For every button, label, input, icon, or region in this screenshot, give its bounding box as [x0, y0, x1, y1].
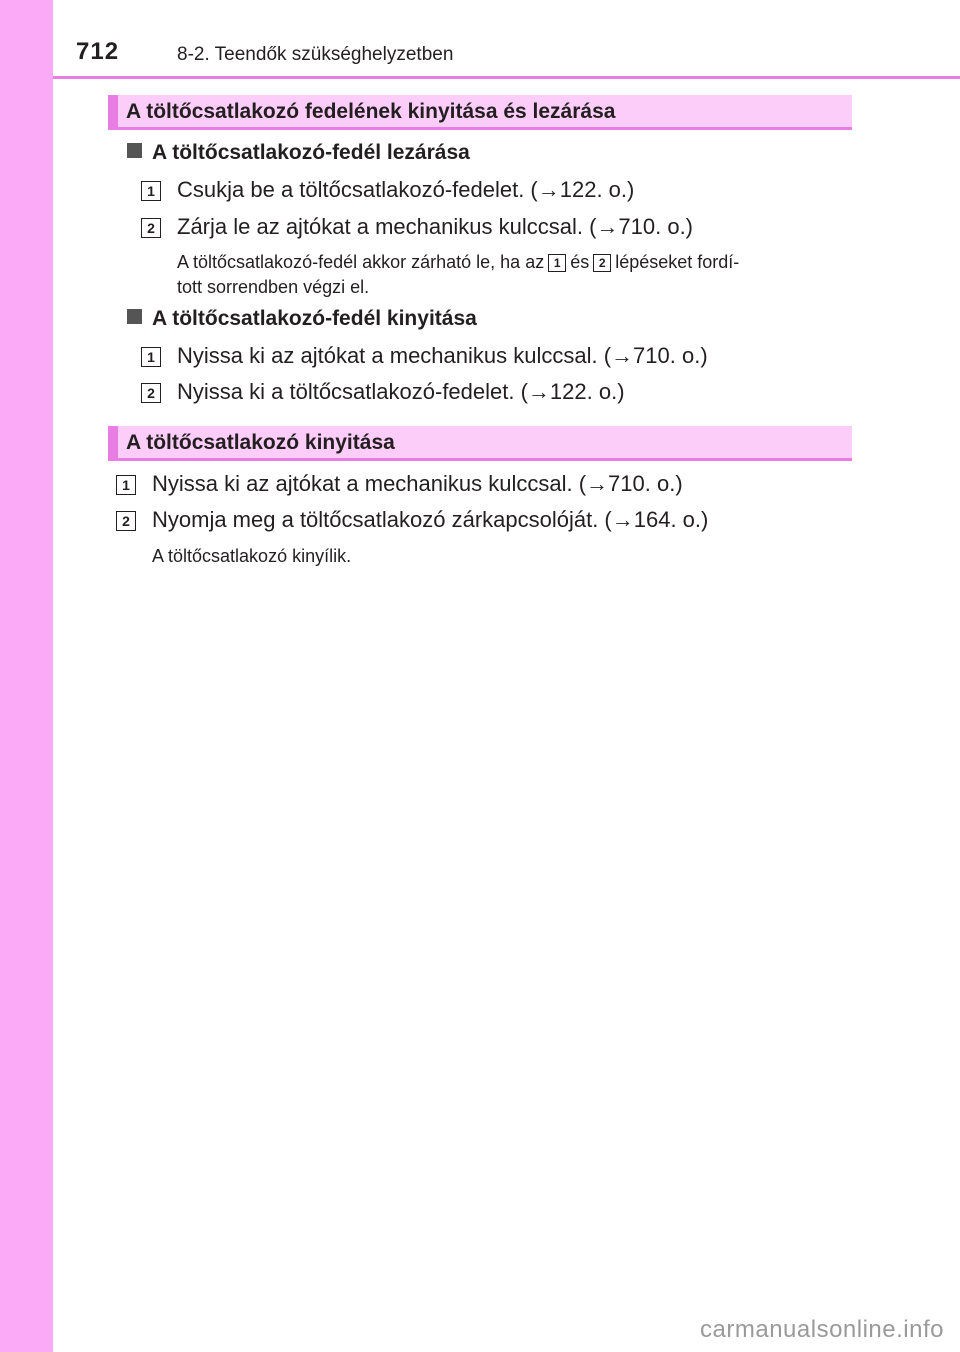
note-text: lépéseket fordí- — [615, 252, 740, 272]
step-text: Nyissa ki a töltőcsatlakozó-fedelet. (→122. o.) — [177, 379, 625, 404]
section-title: A töltőcsatlakozó kinyitása — [126, 431, 395, 454]
section-heading-connector — [108, 426, 852, 461]
note-text: és — [570, 252, 590, 272]
note-text: tott sorrendben végzi el. — [177, 277, 370, 297]
subheading-open — [127, 307, 477, 331]
connector-note: A töltőcsatlakozó kinyílik. — [152, 546, 352, 566]
step-badge: 1 — [141, 181, 161, 201]
step-badge: 1 — [548, 254, 566, 272]
page-number: 712 — [76, 38, 120, 65]
step-badge: 2 — [141, 383, 161, 403]
lock-note — [177, 250, 849, 300]
header-rule — [53, 76, 960, 79]
section-heading-cover — [108, 95, 852, 130]
chapter-title: 8-2. Teendők szükséghelyzetben — [177, 44, 454, 65]
step-text: Nyomja meg a töltőcsatlakozó zárkapcsolóját. (→164. o.) — [152, 507, 709, 532]
step-text: Nyissa ki az ajtókat a mechanikus kulccsal. (→710. o.) — [177, 343, 708, 368]
step-badge: 2 — [116, 511, 136, 531]
square-bullet-icon — [127, 309, 142, 324]
subheading-lock — [127, 141, 470, 165]
step-badge: 2 — [593, 254, 611, 272]
step-text: Zárja le az ajtókat a mechanikus kulccsal. (→710. o.) — [177, 214, 694, 239]
square-bullet-icon — [127, 143, 142, 158]
step-badge: 1 — [141, 347, 161, 367]
watermark: carmanualsonline.info — [700, 1316, 944, 1343]
section-title: A töltőcsatlakozó fedelének kinyitása és lezárása — [126, 100, 616, 123]
step-text: Nyissa ki az ajtókat a mechanikus kulccsal. (→710. o.) — [152, 471, 683, 496]
step-text: Csukja be a töltőcsatlakozó-fedelet. (→122. o.) — [177, 177, 635, 202]
subheading-text: A töltőcsatlakozó-fedél kinyitása — [152, 307, 477, 330]
subheading-text: A töltőcsatlakozó-fedél lezárása — [152, 141, 470, 164]
step-badge: 2 — [141, 218, 161, 238]
left-color-band — [0, 0, 53, 1352]
note-text: A töltőcsatlakozó-fedél akkor zárható le, ha az — [177, 252, 545, 272]
step-badge: 1 — [116, 475, 136, 495]
